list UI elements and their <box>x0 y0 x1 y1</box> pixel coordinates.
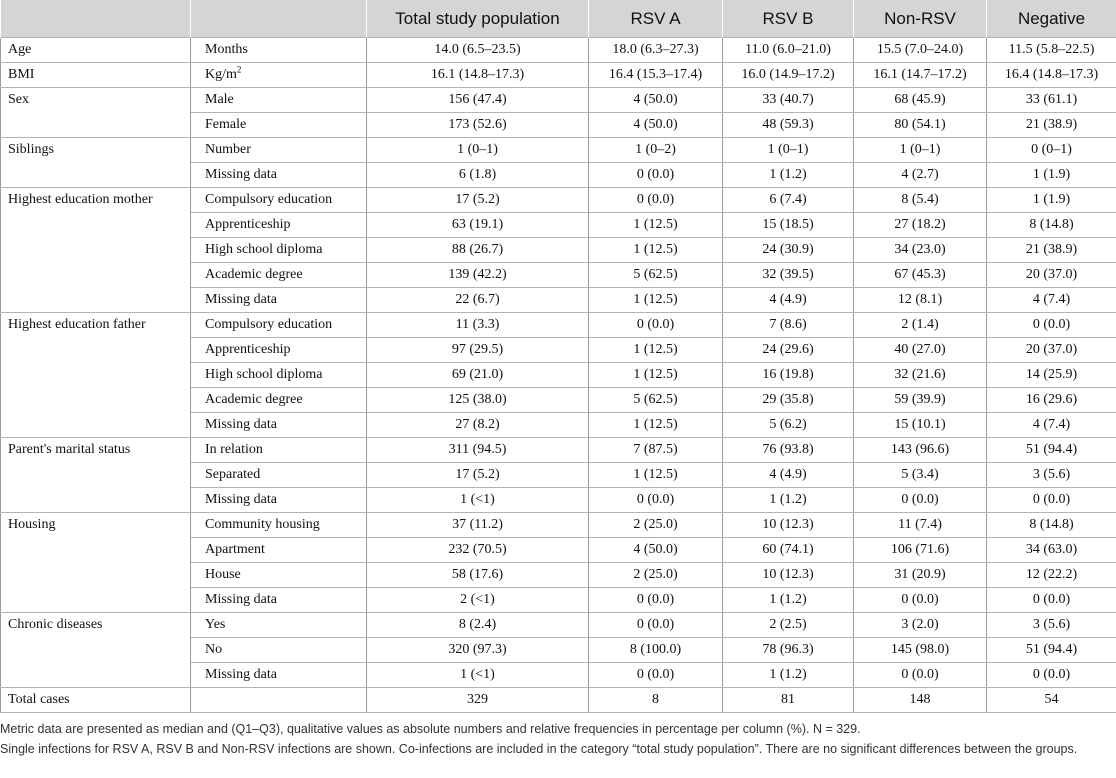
row-category-text: Missing data <box>205 592 277 607</box>
row-group-label: Chronic diseases <box>1 613 191 688</box>
value-cell: 2 (<1) <box>367 588 589 613</box>
row-category-text: Missing data <box>205 292 277 307</box>
row-category-text: Apartment <box>205 542 265 557</box>
value-cell: 1 (1.2) <box>723 663 854 688</box>
value-cell: 67 (45.3) <box>854 263 987 288</box>
row-group-label: Highest education father <box>1 313 191 438</box>
value-cell: 12 (22.2) <box>987 563 1116 588</box>
value-cell: 14.0 (6.5–23.5) <box>367 38 589 63</box>
value-cell: 0 (0.0) <box>589 488 723 513</box>
value-cell: 4 (7.4) <box>987 288 1116 313</box>
row-category-text: High school diploma <box>205 367 323 382</box>
row-category-text: Apprenticeship <box>205 217 291 232</box>
table-row <box>1 513 1116 538</box>
value-cell: 143 (96.6) <box>854 438 987 463</box>
value-cell: 80 (54.1) <box>854 113 987 138</box>
row-category-text: No <box>205 642 223 657</box>
value-cell: 40 (27.0) <box>854 338 987 363</box>
row-category-label <box>191 263 367 288</box>
value-cell: 1 (12.5) <box>589 363 723 388</box>
row-category-text: Community housing <box>205 517 320 532</box>
row-category-label <box>191 138 367 163</box>
row-category-label <box>191 38 367 63</box>
value-cell: 8 <box>589 688 723 713</box>
row-group-label: Total cases <box>1 688 191 713</box>
value-cell: 16.4 (14.8–17.3) <box>987 63 1116 88</box>
value-cell: 69 (21.0) <box>367 363 589 388</box>
value-cell: 1 (0–1) <box>854 138 987 163</box>
row-category-label <box>191 288 367 313</box>
value-cell: 4 (50.0) <box>589 113 723 138</box>
value-cell: 5 (6.2) <box>723 413 854 438</box>
value-cell: 15 (18.5) <box>723 213 854 238</box>
value-cell: 24 (30.9) <box>723 238 854 263</box>
row-category-label <box>191 513 367 538</box>
value-cell: 4 (4.9) <box>723 463 854 488</box>
value-cell: 78 (96.3) <box>723 638 854 663</box>
value-cell: 1 (1.9) <box>987 163 1116 188</box>
value-cell: 10 (12.3) <box>723 513 854 538</box>
value-cell: 2 (25.0) <box>589 563 723 588</box>
value-cell: 34 (23.0) <box>854 238 987 263</box>
value-cell: 5 (3.4) <box>854 463 987 488</box>
footnote-metric-data: Metric data are presented as median and (Q1–Q3), qualitative values as absolute numbers and relative frequencies in percentage per column (%). N = 329. <box>0 722 861 736</box>
row-category-label <box>191 638 367 663</box>
value-cell: 0 (0.0) <box>589 613 723 638</box>
row-category-text: Apprenticeship <box>205 342 291 357</box>
table-row <box>1 188 1116 213</box>
table-row <box>1 313 1116 338</box>
row-category-text: Months <box>205 42 248 57</box>
row-category-label <box>191 113 367 138</box>
value-cell: 11.0 (6.0–21.0) <box>723 38 854 63</box>
value-cell: 1 (1.2) <box>723 163 854 188</box>
row-category-text: Compulsory education <box>205 192 333 207</box>
value-cell: 0 (0.0) <box>854 588 987 613</box>
row-group-label: BMI <box>1 63 191 88</box>
value-cell: 27 (18.2) <box>854 213 987 238</box>
row-category-text: Number <box>205 142 251 157</box>
value-cell: 0 (0.0) <box>987 663 1116 688</box>
row-category-text: Separated <box>205 467 261 482</box>
row-category-label <box>191 413 367 438</box>
row-category-text: Academic degree <box>205 267 303 282</box>
value-cell: 4 (4.9) <box>723 288 854 313</box>
value-cell: 145 (98.0) <box>854 638 987 663</box>
header-row <box>1 0 1116 38</box>
value-cell: 0 (0.0) <box>589 188 723 213</box>
row-category-label <box>191 663 367 688</box>
value-cell: 32 (21.6) <box>854 363 987 388</box>
row-category-label <box>191 688 367 713</box>
value-cell: 1 (<1) <box>367 663 589 688</box>
value-cell: 18.0 (6.3–27.3) <box>589 38 723 63</box>
value-cell: 311 (94.5) <box>367 438 589 463</box>
row-group-label: Housing <box>1 513 191 613</box>
row-category-label <box>191 213 367 238</box>
row-group-label: Siblings <box>1 138 191 188</box>
value-cell: 1 (0–2) <box>589 138 723 163</box>
header-category <box>191 0 367 38</box>
value-cell: 0 (0–1) <box>987 138 1116 163</box>
value-cell: 33 (40.7) <box>723 88 854 113</box>
value-cell: 0 (0.0) <box>589 313 723 338</box>
value-cell: 1 (1.2) <box>723 488 854 513</box>
value-cell: 37 (11.2) <box>367 513 589 538</box>
row-group-label: Parent's marital status <box>1 438 191 513</box>
value-cell: 21 (38.9) <box>987 113 1116 138</box>
value-cell: 21 (38.9) <box>987 238 1116 263</box>
value-cell: 54 <box>987 688 1116 713</box>
row-category-text: High school diploma <box>205 242 323 257</box>
value-cell: 6 (7.4) <box>723 188 854 213</box>
header-rsv-b: RSV B <box>723 0 854 38</box>
value-cell: 139 (42.2) <box>367 263 589 288</box>
value-cell: 16 (29.6) <box>987 388 1116 413</box>
value-cell: 320 (97.3) <box>367 638 589 663</box>
value-cell: 15.5 (7.0–24.0) <box>854 38 987 63</box>
row-category-label <box>191 188 367 213</box>
header-total-study-population: Total study population <box>367 0 589 38</box>
table-row <box>1 88 1116 113</box>
value-cell: 16.0 (14.9–17.2) <box>723 63 854 88</box>
value-cell: 17 (5.2) <box>367 188 589 213</box>
value-cell: 14 (25.9) <box>987 363 1116 388</box>
value-cell: 5 (62.5) <box>589 388 723 413</box>
header-negative: Negative <box>987 0 1116 38</box>
value-cell: 16.1 (14.8–17.3) <box>367 63 589 88</box>
row-category-label <box>191 563 367 588</box>
value-cell: 3 (5.6) <box>987 463 1116 488</box>
value-cell: 1 (1.9) <box>987 188 1116 213</box>
header-rsv-a: RSV A <box>589 0 723 38</box>
value-cell: 1 (12.5) <box>589 238 723 263</box>
value-cell: 0 (0.0) <box>589 163 723 188</box>
value-cell: 31 (20.9) <box>854 563 987 588</box>
value-cell: 2 (25.0) <box>589 513 723 538</box>
value-cell: 1 (12.5) <box>589 413 723 438</box>
row-category-label <box>191 613 367 638</box>
value-cell: 16.1 (14.7–17.2) <box>854 63 987 88</box>
row-category-label <box>191 438 367 463</box>
value-cell: 0 (0.0) <box>987 588 1116 613</box>
value-cell: 125 (38.0) <box>367 388 589 413</box>
value-cell: 0 (0.0) <box>589 663 723 688</box>
table-body <box>1 38 1116 713</box>
row-category-label <box>191 388 367 413</box>
table-row <box>1 613 1116 638</box>
row-category-label <box>191 463 367 488</box>
row-category-label <box>191 488 367 513</box>
row-category-text: Missing data <box>205 417 277 432</box>
value-cell: 4 (50.0) <box>589 88 723 113</box>
value-cell: 4 (50.0) <box>589 538 723 563</box>
value-cell: 148 <box>854 688 987 713</box>
value-cell: 7 (8.6) <box>723 313 854 338</box>
value-cell: 58 (17.6) <box>367 563 589 588</box>
row-category-text: Missing data <box>205 667 277 682</box>
value-cell: 3 (2.0) <box>854 613 987 638</box>
value-cell: 8 (14.8) <box>987 513 1116 538</box>
value-cell: 106 (71.6) <box>854 538 987 563</box>
row-group-label: Age <box>1 38 191 63</box>
value-cell: 10 (12.3) <box>723 563 854 588</box>
value-cell: 4 (7.4) <box>987 413 1116 438</box>
value-cell: 4 (2.7) <box>854 163 987 188</box>
value-cell: 156 (47.4) <box>367 88 589 113</box>
row-category-text: Yes <box>205 617 226 632</box>
value-cell: 20 (37.0) <box>987 263 1116 288</box>
value-cell: 60 (74.1) <box>723 538 854 563</box>
value-cell: 1 (12.5) <box>589 338 723 363</box>
value-cell: 0 (0.0) <box>854 663 987 688</box>
value-cell: 17 (5.2) <box>367 463 589 488</box>
value-cell: 16 (19.8) <box>723 363 854 388</box>
value-cell: 1 (12.5) <box>589 463 723 488</box>
value-cell: 63 (19.1) <box>367 213 589 238</box>
value-cell: 8 (14.8) <box>987 213 1116 238</box>
value-cell: 7 (87.5) <box>589 438 723 463</box>
row-category-label <box>191 63 367 88</box>
value-cell: 59 (39.9) <box>854 388 987 413</box>
value-cell: 329 <box>367 688 589 713</box>
value-cell: 2 (2.5) <box>723 613 854 638</box>
value-cell: 3 (5.6) <box>987 613 1116 638</box>
value-cell: 173 (52.6) <box>367 113 589 138</box>
row-category-text: In relation <box>205 442 263 457</box>
value-cell: 11.5 (5.8–22.5) <box>987 38 1116 63</box>
value-cell: 1 (1.2) <box>723 588 854 613</box>
value-cell: 1 (12.5) <box>589 288 723 313</box>
value-cell: 88 (26.7) <box>367 238 589 263</box>
table-row <box>1 438 1116 463</box>
row-category-label <box>191 588 367 613</box>
value-cell: 8 (100.0) <box>589 638 723 663</box>
value-cell: 51 (94.4) <box>987 438 1116 463</box>
row-category-text: Compulsory education <box>205 317 333 332</box>
value-cell: 68 (45.9) <box>854 88 987 113</box>
value-cell: 48 (59.3) <box>723 113 854 138</box>
value-cell: 1 (<1) <box>367 488 589 513</box>
value-cell: 16.4 (15.3–17.4) <box>589 63 723 88</box>
row-category-text: House <box>205 567 241 582</box>
value-cell: 11 (7.4) <box>854 513 987 538</box>
value-cell: 11 (3.3) <box>367 313 589 338</box>
value-cell: 29 (35.8) <box>723 388 854 413</box>
row-category-text: Male <box>205 92 234 107</box>
row-category-label <box>191 313 367 338</box>
table-row <box>1 63 1116 88</box>
value-cell: 33 (61.1) <box>987 88 1116 113</box>
row-category-text: Missing data <box>205 167 277 182</box>
row-category-text: Kg/m <box>205 67 237 82</box>
row-category-text: Academic degree <box>205 392 303 407</box>
table-row <box>1 138 1116 163</box>
value-cell: 5 (62.5) <box>589 263 723 288</box>
table-row <box>1 38 1116 63</box>
value-cell: 51 (94.4) <box>987 638 1116 663</box>
value-cell: 15 (10.1) <box>854 413 987 438</box>
value-cell: 1 (0–1) <box>367 138 589 163</box>
value-cell: 76 (93.8) <box>723 438 854 463</box>
unit-superscript: 2 <box>236 64 242 75</box>
value-cell: 1 (0–1) <box>723 138 854 163</box>
value-cell: 0 (0.0) <box>987 313 1116 338</box>
table-row <box>1 688 1116 713</box>
value-cell: 24 (29.6) <box>723 338 854 363</box>
value-cell: 232 (70.5) <box>367 538 589 563</box>
row-category-label <box>191 538 367 563</box>
row-category-text: Female <box>205 117 247 132</box>
value-cell: 22 (6.7) <box>367 288 589 313</box>
value-cell: 12 (8.1) <box>854 288 987 313</box>
header-non-rsv: Non-RSV <box>854 0 987 38</box>
value-cell: 2 (1.4) <box>854 313 987 338</box>
row-category-label <box>191 163 367 188</box>
value-cell: 6 (1.8) <box>367 163 589 188</box>
footnote-infections: Single infections for RSV A, RSV B and Non-RSV infections are shown. Co-infections are included in the category “total study population”. There are no significant differences between the groups. <box>0 742 1078 756</box>
value-cell: 27 (8.2) <box>367 413 589 438</box>
header-variable <box>1 0 191 38</box>
row-group-label: Highest education mother <box>1 188 191 313</box>
value-cell: 81 <box>723 688 854 713</box>
row-category-label <box>191 338 367 363</box>
value-cell: 34 (63.0) <box>987 538 1116 563</box>
value-cell: 0 (0.0) <box>589 588 723 613</box>
value-cell: 8 (5.4) <box>854 188 987 213</box>
row-category-text: Missing data <box>205 492 277 507</box>
row-category-label <box>191 363 367 388</box>
row-category-label <box>191 238 367 263</box>
value-cell: 8 (2.4) <box>367 613 589 638</box>
value-cell: 1 (12.5) <box>589 213 723 238</box>
row-category-label <box>191 88 367 113</box>
value-cell: 97 (29.5) <box>367 338 589 363</box>
value-cell: 32 (39.5) <box>723 263 854 288</box>
value-cell: 0 (0.0) <box>854 488 987 513</box>
value-cell: 20 (37.0) <box>987 338 1116 363</box>
row-group-label: Sex <box>1 88 191 138</box>
value-cell: 0 (0.0) <box>987 488 1116 513</box>
